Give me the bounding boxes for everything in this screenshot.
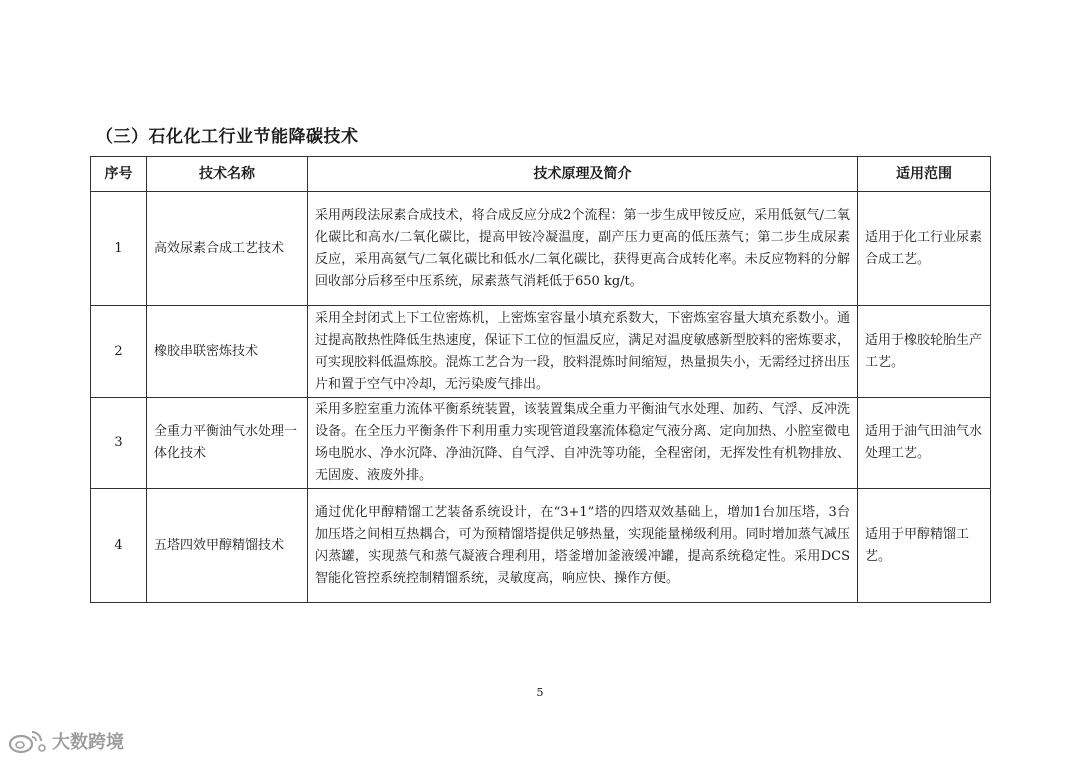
- cell-principle: 通过优化甲醇精馏工艺装备系统设计，在“3+1”塔的四塔双效基础上，增加1台加压塔，3台加压塔之间相互热耦合，可为预精馏塔提供足够热量，实现能量梯级利用。同时增加蒸气减压闪蒸罐，实现蒸气和蒸气凝液合理利用，塔釜增加釜液缓冲罐，提高系统稳定性。采用DCS智能化管控系统控制精馏系统，灵敏度高，响应快、操作方便。: [308, 489, 858, 603]
- table-row: [91, 398, 991, 489]
- page-number: 5: [536, 686, 544, 699]
- cell-name: 高效尿素合成工艺技术: [147, 192, 308, 306]
- cell-name: 橡胶串联密炼技术: [147, 306, 308, 398]
- cell-scope: 适用于橡胶轮胎生产工艺。: [858, 306, 991, 398]
- table-header-row: [91, 157, 991, 192]
- cell-no: 3: [91, 398, 147, 489]
- cell-name: 五塔四效甲醇精馏技术: [147, 489, 308, 603]
- cell-principle: 采用多腔室重力流体平衡系统装置，该装置集成全重力平衡油气水处理、加药、气浮、反冲洗设备。在全压力平衡条件下利用重力实现管道段塞流体稳定气液分离、定向加热、小腔室微电场电脱水、净水沉降、净油沉降、自气浮、自冲洗等功能，全程密闭，无挥发性有机物排放、无固废、液废外排。: [308, 398, 858, 489]
- header-name: 技术名称: [147, 157, 308, 192]
- cell-principle: 采用两段法尿素合成技术，将合成反应分成2个流程：第一步生成甲铵反应，采用低氨气/二氧化碳比和高水/二氧化碳比，提高甲铵冷凝温度，副产压力更高的低压蒸气；第二步生成尿素反应，采用高氨气/二氧化碳比和低水/二氧化碳比，获得更高合成转化率。未反应物料的分解回收部分后移至中压系统，尿素蒸气消耗低于650 kg/t。: [308, 192, 858, 306]
- watermark: [8, 728, 124, 754]
- technology-table: [90, 156, 991, 603]
- cell-scope: 适用于甲醇精馏工艺。: [858, 489, 991, 603]
- header-principle: 技术原理及简介: [308, 157, 858, 192]
- cell-name: 全重力平衡油气水处理一体化技术: [147, 398, 308, 489]
- watermark-text: 大数跨境: [52, 732, 124, 753]
- section-title: （三）石化化工行业节能降碳技术: [96, 127, 359, 147]
- weibo-logo-icon: [8, 728, 48, 754]
- header-scope: 适用范围: [858, 157, 991, 192]
- cell-no: 1: [91, 192, 147, 306]
- cell-no: 2: [91, 306, 147, 398]
- cell-principle: 采用全封闭式上下工位密炼机，上密炼室容量小填充系数大，下密炼室容量大填充系数小。通过提高散热性降低生热速度，保证下工位的恒温反应，满足对温度敏感新型胶料的密炼要求，可实现胶料低温炼胶。混炼工艺合为一段，胶料混炼时间缩短，热量损失小，无需经过挤出压片和置于空气中冷却，无污染废气排出。: [308, 306, 858, 398]
- cell-scope: 适用于油气田油气水处理工艺。: [858, 398, 991, 489]
- cell-scope: 适用于化工行业尿素合成工艺。: [858, 192, 991, 306]
- table-row: [91, 306, 991, 398]
- cell-no: 4: [91, 489, 147, 603]
- header-no: 序号: [91, 157, 147, 192]
- table-row: [91, 192, 991, 306]
- table-row: [91, 489, 991, 603]
